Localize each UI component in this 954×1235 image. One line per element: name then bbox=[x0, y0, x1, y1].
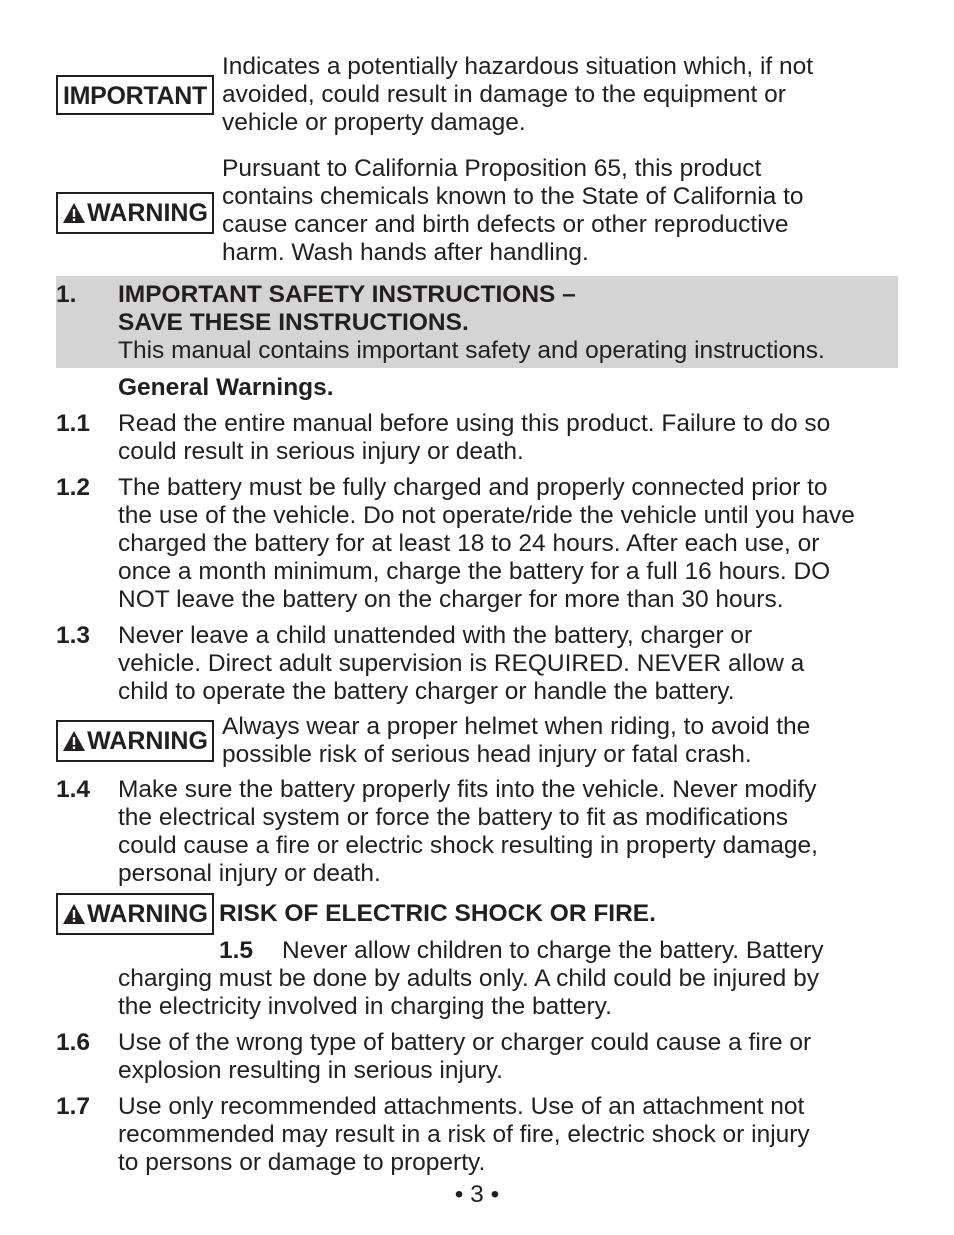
item-1-6-text bbox=[118, 1029, 811, 1085]
general-warnings-heading: General Warnings. bbox=[118, 374, 334, 401]
prop65-line: Pursuant to California Proposition 65, this product bbox=[222, 155, 762, 182]
item-number: 1.3 bbox=[56, 622, 91, 649]
item-number: 1.1 bbox=[56, 410, 91, 437]
item-line: charged the battery for at least 18 to 24 hours. After each use, or bbox=[118, 530, 820, 557]
item-line: to persons or damage to property. bbox=[118, 1149, 486, 1176]
important-note-line: avoided, could result in damage to the equipment or bbox=[222, 81, 786, 108]
helmet-warning-line: Always wear a proper helmet when riding, to avoid the bbox=[222, 713, 811, 740]
page-number: • 3 • bbox=[454, 1181, 500, 1208]
warning-badge bbox=[56, 893, 214, 935]
item-line: vehicle. Direct adult supervision is REQUIRED. NEVER allow a bbox=[118, 650, 805, 677]
shock-warning-text: RISK OF ELECTRIC SHOCK OR FIRE. bbox=[219, 900, 656, 927]
item-line: Never leave a child unattended with the battery, charger or bbox=[118, 622, 753, 649]
item-1-5-first-line: Never allow children to charge the battery. Battery bbox=[282, 937, 824, 964]
item-line: Make sure the battery properly fits into the vehicle. Never modify bbox=[118, 776, 817, 803]
warning-triangle-icon bbox=[62, 903, 86, 925]
item-1-4-text bbox=[118, 776, 818, 888]
item-1-5-text bbox=[118, 965, 819, 1021]
item-line: child to operate the battery charger or handle the battery. bbox=[118, 678, 735, 705]
prop65-line: cause cancer and birth defects or other reproductive bbox=[222, 211, 789, 238]
item-line: charging must be done by adults only. A child could be injured by bbox=[118, 965, 819, 992]
item-line: Use of the wrong type of battery or charger could cause a fire or bbox=[118, 1029, 812, 1056]
prop65-warning bbox=[222, 155, 804, 267]
item-line: The battery must be fully charged and properly connected prior to bbox=[118, 474, 828, 501]
prop65-line: contains chemicals known to the State of California to bbox=[222, 183, 804, 210]
item-1-1-text bbox=[118, 410, 830, 466]
item-line: NOT leave the battery on the charger for more than 30 hours. bbox=[118, 586, 784, 613]
item-number: 1.4 bbox=[56, 776, 91, 803]
item-1-7-text bbox=[118, 1093, 810, 1177]
section-title-line1: IMPORTANT SAFETY INSTRUCTIONS – bbox=[118, 281, 576, 308]
section-title-line2: SAVE THESE INSTRUCTIONS. bbox=[118, 309, 469, 336]
section-intro: This manual contains important safety and operating instructions. bbox=[118, 337, 825, 364]
item-number: 1.2 bbox=[56, 474, 91, 501]
item-line: recommended may result in a risk of fire, electric shock or injury bbox=[118, 1121, 810, 1148]
item-line: explosion resulting in serious injury. bbox=[118, 1057, 503, 1084]
warning-badge bbox=[56, 192, 214, 234]
warning-badge-label: WARNING bbox=[87, 900, 208, 928]
important-note-line: vehicle or property damage. bbox=[222, 109, 526, 136]
item-1-2-text bbox=[118, 474, 855, 614]
warning-badge bbox=[56, 720, 214, 762]
item-line: the electricity involved in charging the battery. bbox=[118, 993, 612, 1020]
warning-triangle-icon bbox=[62, 730, 86, 752]
item-line: personal injury or death. bbox=[118, 860, 381, 887]
item-1-3-text bbox=[118, 622, 804, 706]
item-number: 1.6 bbox=[56, 1029, 91, 1056]
warning-badge-label: WARNING bbox=[87, 727, 208, 755]
item-line: the electrical system or force the battery to fit as modifications bbox=[118, 804, 788, 831]
section-number: 1. bbox=[56, 281, 77, 308]
item-line: could cause a fire or electric shock resulting in property damage, bbox=[118, 832, 818, 859]
item-number: 1.7 bbox=[56, 1093, 91, 1120]
item-line: the use of the vehicle. Do not operate/ride the vehicle until you have bbox=[118, 502, 855, 529]
important-badge bbox=[56, 75, 214, 115]
item-line: Use only recommended attachments. Use of an attachment not bbox=[118, 1093, 805, 1120]
warning-triangle-icon bbox=[62, 202, 86, 224]
warning-badge-label: WARNING bbox=[87, 199, 208, 227]
important-badge-label: IMPORTANT bbox=[62, 82, 208, 110]
prop65-line: harm. Wash hands after handling. bbox=[222, 239, 589, 266]
item-line: Read the entire manual before using this product. Failure to do so bbox=[118, 410, 831, 437]
important-note bbox=[222, 53, 813, 137]
item-number: 1.5 bbox=[219, 937, 254, 964]
helmet-warning bbox=[222, 713, 810, 769]
item-line: could result in serious injury or death. bbox=[118, 438, 524, 465]
helmet-warning-line: possible risk of serious head injury or fatal crash. bbox=[222, 741, 752, 768]
important-note-line: Indicates a potentially hazardous situation which, if not bbox=[222, 53, 814, 80]
item-line: once a month minimum, charge the battery for a full 16 hours. DO bbox=[118, 558, 831, 585]
